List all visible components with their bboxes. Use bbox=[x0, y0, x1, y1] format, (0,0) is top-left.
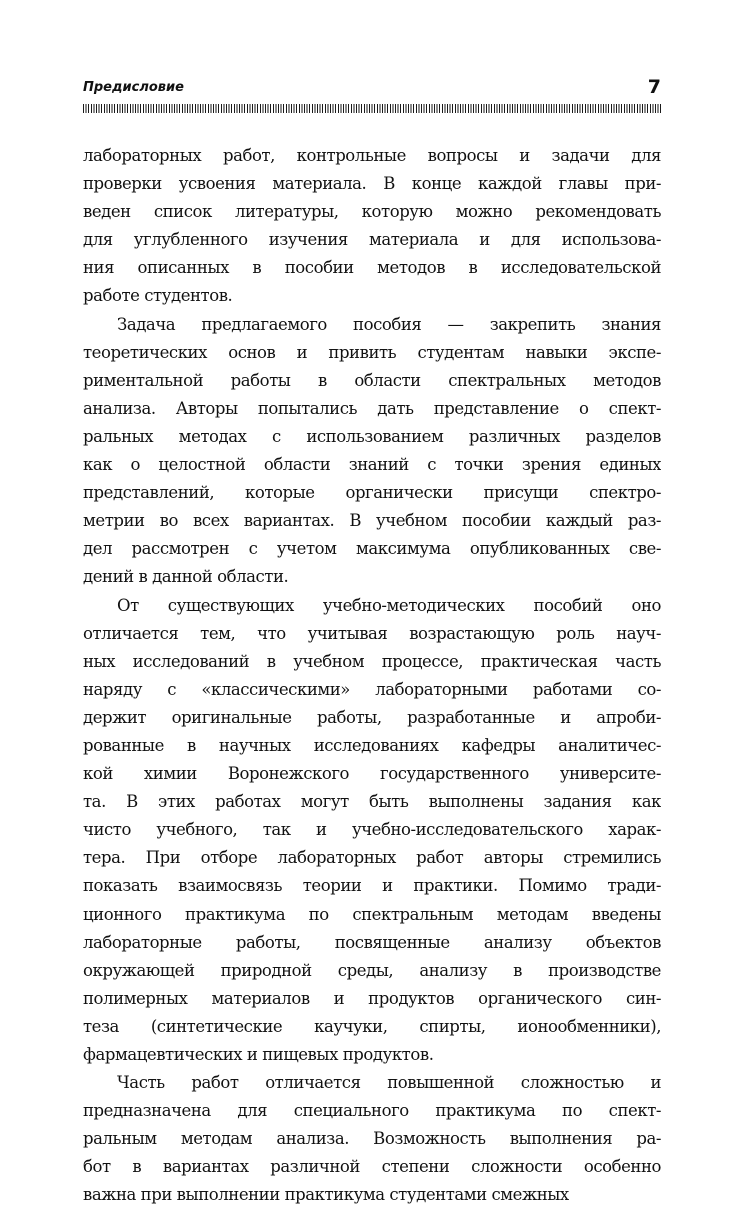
text-line: работе студентов. bbox=[83, 286, 233, 306]
running-header bbox=[83, 76, 661, 102]
text-line: как о целостной области знаний с точки зрения единых bbox=[83, 455, 661, 475]
text-line: тера. При отборе лабораторных работ авторы стремились bbox=[83, 848, 661, 868]
text-line: ных исследований в учебном процессе, практическая часть bbox=[83, 651, 661, 671]
paragraph bbox=[83, 592, 661, 1070]
text-line: анализа. Авторы попытались дать представление о спект- bbox=[83, 398, 661, 418]
header-rule bbox=[83, 104, 661, 113]
text-line: важна при выполнении практикума студентами смежных bbox=[83, 1185, 569, 1205]
text-line: Часть работ отличается повышенной сложностью и bbox=[117, 1073, 661, 1093]
text-line: Задача предлагаемого пособия — закрепить знания bbox=[117, 314, 661, 334]
text-line: бот в вариантах различной степени сложности особенно bbox=[83, 1157, 661, 1177]
text-line: дений в данной области. bbox=[83, 567, 289, 587]
text-line: держит оригинальные работы, разработанные и апроби- bbox=[83, 707, 661, 727]
text-line: лабораторных работ, контрольные вопросы и задачи для bbox=[83, 146, 661, 165]
text-line: фармацевтических и пищевых продуктов. bbox=[83, 1045, 434, 1064]
paragraph bbox=[83, 1069, 661, 1209]
text-line: риментальной работы в области спектральных методов bbox=[83, 370, 661, 390]
text-line: ционного практикума по спектральным методам введены bbox=[83, 904, 661, 924]
text-line: метрии во всех вариантах. В учебном пособии каждый раз- bbox=[83, 511, 661, 531]
section-title: Предисловие bbox=[83, 80, 184, 95]
text-line: показать взаимосвязь теории и практики. Помимо тради- bbox=[83, 876, 661, 896]
text-line: теза (синтетические каучуки, спирты, ионообменники), bbox=[83, 1016, 661, 1036]
text-line: полимерных материалов и продуктов органического син- bbox=[83, 988, 661, 1008]
text-line: ния описанных в пособии методов в исследовательской bbox=[83, 258, 661, 278]
text-line: та. В этих работах могут быть выполнены задания как bbox=[83, 792, 661, 812]
text-line: веден список литературы, которую можно рекомендовать bbox=[83, 202, 661, 222]
text-line: дел рассмотрен с учетом максимума опубликованных све- bbox=[83, 539, 661, 559]
text-line: отличается тем, что учитывая возрастающую роль науч- bbox=[83, 623, 661, 643]
paragraph bbox=[83, 311, 661, 592]
page-number: 7 bbox=[647, 76, 661, 98]
text-line: лабораторные работы, посвященные анализу объектов bbox=[83, 932, 661, 952]
text-line: рованные в научных исследованиях кафедры аналитичес- bbox=[83, 735, 661, 755]
text-line: От существующих учебно-методических пособий оно bbox=[117, 595, 661, 615]
text-line: теоретических основ и привить студентам навыки экспе- bbox=[83, 342, 661, 362]
text-line: предназначена для специального практикума по спект- bbox=[83, 1101, 661, 1121]
paragraph bbox=[83, 142, 661, 311]
text-line: для углубленного изучения материала и для использова- bbox=[83, 230, 661, 250]
text-line: представлений, которые органически присущи спектро- bbox=[83, 483, 661, 503]
text-line: чисто учебного, так и учебно-исследовательского харак- bbox=[83, 820, 661, 840]
body-text bbox=[83, 142, 661, 1210]
text-line: окружающей природной среды, анализу в производстве bbox=[83, 960, 661, 980]
text-line: наряду с «классическими» лабораторными работами со- bbox=[83, 679, 661, 699]
text-line: проверки усвоения материала. В конце каждой главы при- bbox=[83, 174, 661, 194]
text-line: ральным методам анализа. Возможность выполнения ра- bbox=[83, 1129, 661, 1149]
text-line: ральных методах с использованием различных разделов bbox=[83, 426, 661, 446]
text-line: кой химии Воронежского государственного университе- bbox=[83, 764, 661, 784]
